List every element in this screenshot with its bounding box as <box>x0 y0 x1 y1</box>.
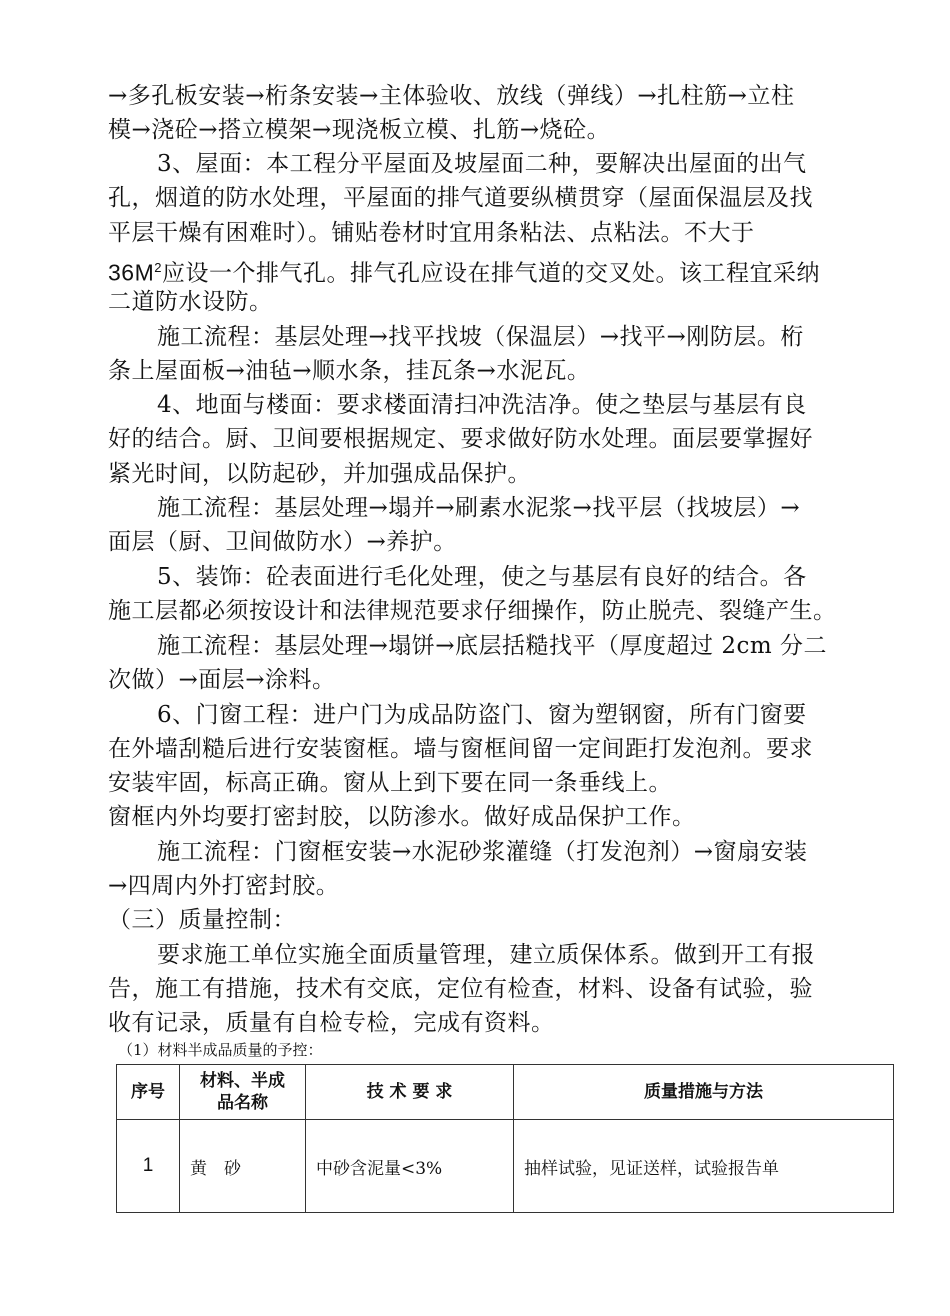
table-caption: （1）材料半成品质量的予控： <box>118 1041 323 1059</box>
material-quality-table <box>116 1064 894 1213</box>
section-doors-heading: 6、门窗工程：进户门为成品防盗门、窗为塑钢窗，所有门窗要 <box>157 702 807 728</box>
text-line: 孔，烟道的防水处理，平屋面的排气道要纵横贯穿（屋面保温层及找 <box>108 185 813 211</box>
header-material-name: 材料、半成 品名称 <box>180 1065 306 1120</box>
cell-quality-method: 抽样试验，见证送样，试验报告单 <box>514 1120 894 1213</box>
table-header-row <box>117 1065 894 1120</box>
text-line: 施工层都必须按设计和法律规范要求仔细操作，防止脱壳、裂缝产生。 <box>108 598 837 624</box>
text-line: 平层干燥有困难时）。铺贴卷材时宜用条粘法、点粘法。不大于 <box>108 220 755 246</box>
text-line: 模→浇砼→搭立模架→现浇板立模、扎筋→烧砼。 <box>108 117 611 143</box>
cell-tech-requirement: 中砂含泥量<3% <box>306 1120 514 1213</box>
text-line: 二道防水设防。 <box>108 289 273 315</box>
text-line: 安装牢固，标高正确。窗从上到下要在同一条垂线上。 <box>108 770 672 796</box>
text-line: 在外墙刮糙后进行安装窗框。墙与窗框间留一定间距打发泡剂。要求 <box>108 736 813 762</box>
section-roof-heading: 3、屋面：本工程分平屋面及坡屋面二种，要解决出屋面的出气 <box>157 151 807 177</box>
text-line: 收有记录，质量有自检专检，完成有资料。 <box>108 1010 555 1036</box>
section-floor-heading: 4、地面与楼面：要求楼面清扫冲洗洁净。使之垫层与基层有良 <box>157 392 807 418</box>
table-row <box>117 1120 894 1213</box>
text-line: 紧光时间，以防起砂，并加强成品保护。 <box>108 461 531 487</box>
text-line: 次做）→面层→涂料。 <box>108 667 336 693</box>
text-line: 面层（厨、卫间做防水）→养护。 <box>108 529 457 555</box>
text-line: 施工流程：门窗框安装→水泥砂浆灌缝（打发泡剂）→窗扇安装 <box>157 839 808 865</box>
cell-no: 1 <box>117 1120 180 1213</box>
text-line: 要求施工单位实施全面质量管理，建立质保体系。做到开工有报 <box>157 942 815 968</box>
text-line: →多孔板安装→桁条安装→主体验收、放线（弹线）→扎柱筋→立柱 <box>108 83 795 109</box>
text-line: 好的结合。厨、卫间要根据规定、要求做好防水处理。面层要掌握好 <box>108 426 813 452</box>
section-decoration-heading: 5、装饰：砼表面进行毛化处理，使之与基层有良好的结合。各 <box>157 564 807 590</box>
text-line: 窗框内外均要打密封胶，以防渗水。做好成品保护工作。 <box>108 804 696 830</box>
cell-material-name: 黄 砂 <box>180 1120 306 1213</box>
text-line: 施工流程：基层处理→塌并→刷素水泥浆→找平层（找坡层）→ <box>157 495 801 521</box>
text-line: 告，施工有措施，技术有交底，定位有检查，材料、设备有试验，验 <box>108 976 813 1002</box>
header-no: 序号 <box>117 1065 180 1120</box>
text-segment: 应设一个排气孔。排气孔应设在排气道的交叉处。该工程宜采纳 <box>161 260 820 287</box>
text-line: 施工流程：基层处理→塌饼→底层括糙找平（厚度超过 2cm 分二 <box>157 633 827 659</box>
text-line: →四周内外打密封胶。 <box>108 873 340 899</box>
area-superscript: 2 <box>154 260 162 275</box>
header-tech-requirement: 技 术 要 求 <box>306 1065 514 1120</box>
text-line: 施工流程：基层处理→找平找坡（保温层）→找平→刚防层。桁 <box>157 324 804 350</box>
text-line: 条上屋面板→油毡→顺水条，挂瓦条→水泥瓦。 <box>108 358 591 384</box>
header-quality-method: 质量措施与方法 <box>514 1065 894 1120</box>
section-quality-heading: （三）质量控制： <box>108 907 296 933</box>
area-value: 36M <box>108 259 155 286</box>
